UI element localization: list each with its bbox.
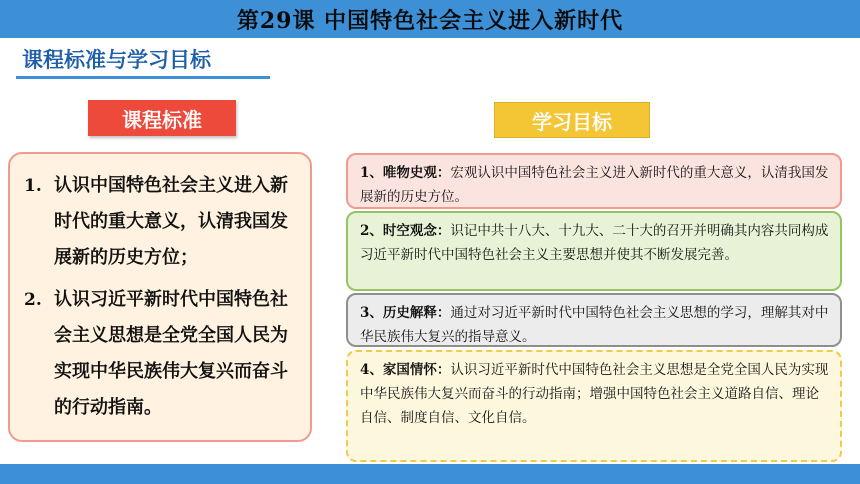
footer-bar <box>0 464 860 484</box>
goal-card-patriotism <box>346 350 842 462</box>
standard-number: 1. <box>24 176 42 196</box>
goal-title: 1、唯物史观： <box>360 165 451 181</box>
standard-number: 2. <box>24 290 42 310</box>
standards-panel <box>8 152 312 442</box>
goal-card-materialism <box>346 153 842 209</box>
goal-card-interpretation <box>346 293 842 347</box>
title-bar <box>0 0 860 38</box>
goal-title: 3、历史解释： <box>360 305 451 321</box>
goals-label: 学习目标 <box>494 102 650 138</box>
lesson-title: 第29课 中国特色社会主义进入新时代 <box>236 7 624 34</box>
goal-text: 宏观认识中国特色社会主义进入新时代的重大意义，认清我国发展新的历史方位。 <box>360 165 829 205</box>
goal-title: 2、时空观念： <box>360 223 451 239</box>
standard-item <box>24 282 300 426</box>
goal-text: 认识习近平新时代中国特色社会主义思想是全党全国人民为实现中华民族伟大复兴而奋斗的行动指南；增强中国特色社会主义道路自信、理论自信、制度自信、文化自信。 <box>360 362 829 426</box>
standard-text: 认识中国特色社会主义进入新时代的重大意义，认清我国发展新的历史方位； <box>54 175 288 268</box>
section-heading: 课程标准与学习目标 <box>22 48 211 72</box>
goal-card-spacetime <box>346 211 842 291</box>
goal-text: 识记中共十八大、十九大、二十大的召开并明确其内容共同构成习近平新时代中国特色社会主义主要思想并使其不断发展完善。 <box>360 223 829 263</box>
goal-title: 4、家国情怀： <box>360 362 451 378</box>
standard-item <box>24 168 300 276</box>
goal-text: 通过对习近平新时代中国特色社会主义思想的学习，理解其对中华民族伟大复兴的指导意义。 <box>360 305 829 345</box>
standards-label: 课程标准 <box>88 100 236 136</box>
heading-underline <box>16 76 270 79</box>
standard-text: 认识习近平新时代中国特色社会主义思想是全党全国人民为实现中华民族伟大复兴而奋斗的行动指南。 <box>54 289 288 418</box>
